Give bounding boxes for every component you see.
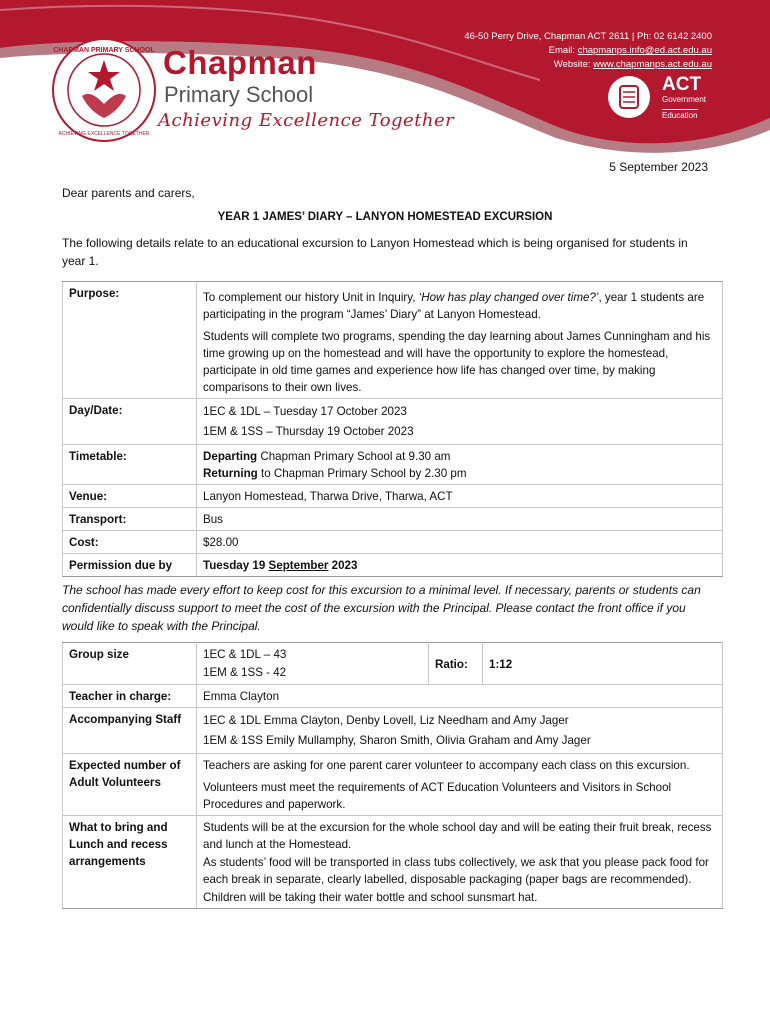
volunteers-value <box>197 754 723 816</box>
purpose-text-cont: , year 1 students are participating in the program “James’ Diary” at Lanyon Homestead. <box>203 291 705 321</box>
volunteers-label: Expected number of Adult Volunteers <box>63 754 197 816</box>
salutation: Dear parents and carers, <box>62 186 195 200</box>
teacher-row <box>63 685 723 708</box>
bring-line-1: Students will be at the excursion for the whole school day and will be eating their fruit break, recess and lunch at the Homestead. <box>203 821 712 851</box>
venue-row <box>63 485 723 508</box>
school-tagline: Achieving Excellence Together <box>158 110 455 131</box>
volunteers-row <box>63 754 723 816</box>
day-value <box>197 399 723 445</box>
timetable-label: Timetable: <box>63 445 197 485</box>
volunteers-line-2: Volunteers must meet the requirements of ACT Education Volunteers and Visitors in School Procedures and paperwork. <box>203 781 672 811</box>
excursion-details-table <box>62 281 723 577</box>
group-line-2: 1EM & 1SS - 42 <box>203 666 287 679</box>
staff-label: Accompanying Staff <box>63 708 197 754</box>
ratio-value: 1:12 <box>483 643 723 685</box>
permission-label: Permission due by <box>63 554 197 577</box>
day-line-1: 1EC & 1DL – Tuesday 17 October 2023 <box>203 405 407 418</box>
purpose-label: Purpose: <box>63 282 197 399</box>
transport-value: Bus <box>197 508 723 531</box>
letter-date: 5 September 2023 <box>609 160 708 174</box>
staff-line-2: 1EM & 1SS Emily Mullamphy, Sharon Smith, Olivia Graham and Amy Jager <box>203 734 591 747</box>
cost-label: Cost: <box>63 531 197 554</box>
permission-day: Tuesday 19 <box>203 559 269 572</box>
ratio-label: Ratio: <box>429 643 483 685</box>
inquiry-question: ‘How has play changed over time?’ <box>418 291 599 304</box>
act-government-logo <box>608 76 718 120</box>
transport-label: Transport: <box>63 508 197 531</box>
purpose-value <box>197 282 723 399</box>
day-label: Day/Date: <box>63 399 197 445</box>
school-subtitle: Primary School <box>164 82 314 107</box>
bring-value <box>197 816 723 909</box>
day-row <box>63 399 723 445</box>
cost-value: $28.00 <box>197 531 723 554</box>
permission-month: September <box>268 559 329 572</box>
day-line-2: 1EM & 1SS – Thursday 19 October 2023 <box>203 425 414 438</box>
teacher-value: Emma Clayton <box>197 685 723 708</box>
depart-bold: Departing <box>203 450 258 463</box>
website-line <box>464 58 712 72</box>
intro-paragraph: The following details relate to an educational excursion to Lanyon Homestead which is being organised for students in year 1. <box>62 236 688 268</box>
staff-line-1: 1EC & 1DL Emma Clayton, Denby Lovell, Liz Needham and Amy Jager <box>203 714 569 727</box>
website-label: Website: <box>553 59 594 70</box>
act-logo-edu: Education <box>662 111 698 120</box>
purpose-row <box>63 282 723 399</box>
volunteers-line-1: Teachers are asking for one parent carer volunteer to accompany each class on this excursion. <box>203 759 690 772</box>
address: 46-50 Perry Drive, Chapman ACT 2611 | Ph: 02 6142 2400 <box>464 31 712 42</box>
svg-text:ACHIEVING EXCELLENCE TOGETHER: ACHIEVING EXCELLENCE TOGETHER <box>58 131 150 137</box>
staff-row <box>63 708 723 754</box>
school-name: Chapman <box>163 44 317 81</box>
act-logo-gov: Government <box>662 95 707 104</box>
letterhead <box>0 0 770 160</box>
bring-label: What to bring and Lunch and recess arrangements <box>63 816 197 909</box>
purpose-detail: Students will complete two programs, spending the day learning about James Cunningham and his time growing up on the homestead and will have the opportunity to explore the homestead, participate in old time games and experience how life has changed over time, by making comparisons to their own lives. <box>203 330 711 394</box>
email-link[interactable]: chapmanps.info@ed.act.edu.au <box>577 45 712 56</box>
act-logo-title: ACT <box>662 74 702 95</box>
bring-line-3: Children will be taking their water bottle and school sunsmart hat. <box>203 891 538 904</box>
bring-line-2: As students’ food will be transported in class tubs collectively, we ask that you please pack food for each break in separate, clearly labelled, disposable packaging (paper bags are recommended). <box>203 856 709 886</box>
return-line <box>203 465 716 482</box>
svg-text:CHAPMAN PRIMARY SCHOOL: CHAPMAN PRIMARY SCHOOL <box>53 47 155 54</box>
purpose-text: To complement our history Unit in Inquiry, <box>203 291 419 304</box>
permission-value <box>197 554 723 577</box>
staffing-table <box>62 642 723 909</box>
cost-row <box>63 531 723 554</box>
cost-support-note: The school has made every effort to keep cost for this excursion to a minimal level. If necessary, parents or students can confidentially discuss support to meet the cost of the excursion with the Principal. Please contact the front office if you would like to speak with the Principal. <box>62 583 701 633</box>
email-label: Email: <box>548 45 578 56</box>
contact-block <box>464 30 712 72</box>
email-line <box>464 44 712 58</box>
act-crest-icon <box>608 76 650 118</box>
depart-text: Chapman Primary School at 9.30 am <box>257 450 451 463</box>
timetable-value <box>197 445 723 485</box>
school-seal-logo <box>52 38 156 142</box>
venue-label: Venue: <box>63 485 197 508</box>
depart-line <box>203 448 716 465</box>
group-size-row <box>63 643 723 685</box>
group-size-label: Group size <box>63 643 197 685</box>
letter-title: YEAR 1 JAMES’ DIARY – LANYON HOMESTEAD EXCURSION <box>217 211 553 223</box>
permission-row <box>63 554 723 577</box>
venue-value: Lanyon Homestead, Tharwa Drive, Tharwa, ACT <box>197 485 723 508</box>
group-line-1: 1EC & 1DL – 43 <box>203 648 287 661</box>
teacher-label: Teacher in charge: <box>63 685 197 708</box>
group-size-value <box>197 643 429 685</box>
website-link[interactable]: www.chapmanps.act.edu.au <box>593 59 712 70</box>
return-bold: Returning <box>203 467 258 480</box>
bring-row <box>63 816 723 909</box>
staff-value <box>197 708 723 754</box>
timetable-row <box>63 445 723 485</box>
return-text: to Chapman Primary School by 2.30 pm <box>257 467 467 480</box>
permission-year: 2023 <box>328 559 358 572</box>
transport-row <box>63 508 723 531</box>
